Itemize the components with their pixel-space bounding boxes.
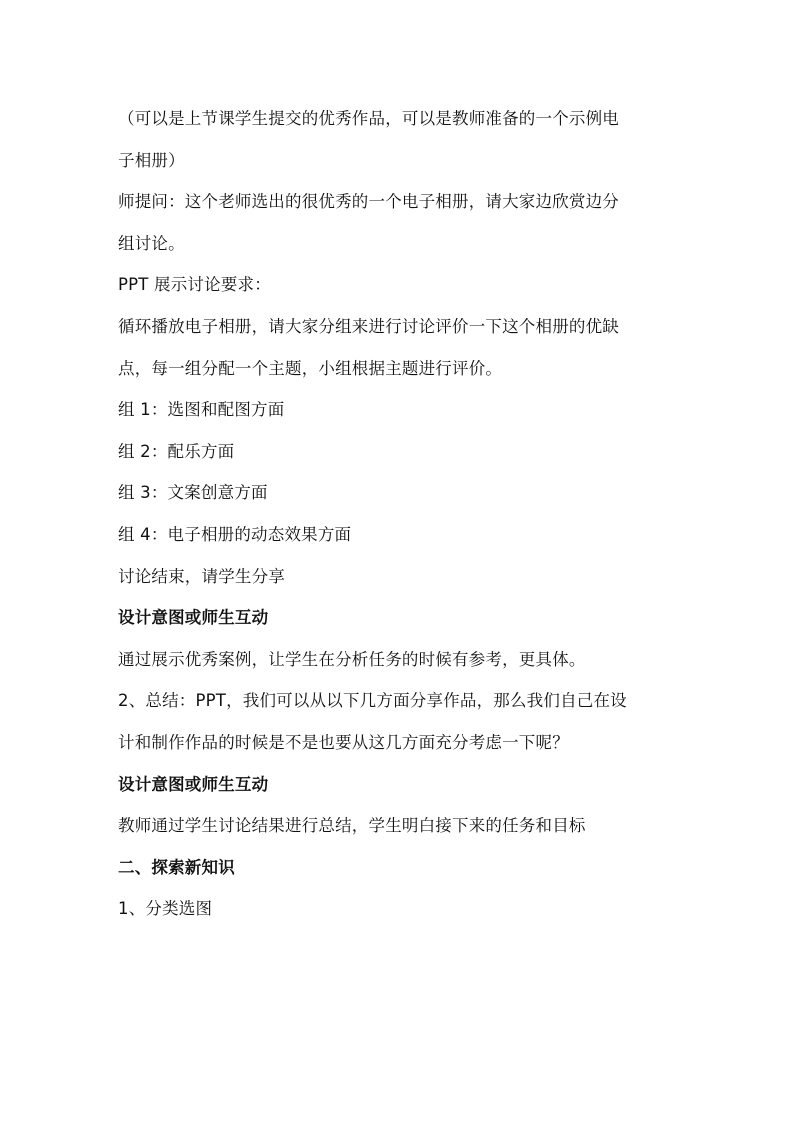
summary-line-2: 计和制作作品的时候是不是也要从这几方面充分考虑一下呢？ [118,732,569,752]
ppt-discussion-requirements: PPT 展示讨论要求： [118,275,271,295]
group-2-topic: 组 2：配乐方面 [118,441,235,461]
design-intent-text-1: 通过展示优秀案例，让学生在分析任务的时候有参考，更具体。 [118,649,586,669]
teacher-question-line-1: 师提问：这个老师选出的很优秀的一个电子相册，请大家边欣赏边分 [118,192,619,212]
paragraph-line-1: （可以是上节课学生提交的优秀作品，可以是教师准备的一个示例电 [118,109,619,128]
document-body [118,98,698,930]
paragraph-line-2: 子相册） [118,150,185,170]
summary-line-1: 2、总结：PPT，我们可以从以下几方面分享作品，那么我们自己在设 [118,691,627,711]
section-heading-design-intent-1: 设计意图或师生互动 [118,608,269,628]
teacher-question-line-2: 组讨论。 [118,233,185,253]
discussion-end-text: 讨论结束，请学生分享 [118,566,285,586]
group-1-topic: 组 1：选图和配图方面 [118,400,285,420]
section-heading-explore-new-knowledge: 二、探索新知识 [118,857,235,877]
discussion-instructions-line-1: 循环播放电子相册，请大家分组来进行讨论评价一下这个相册的优缺 [118,316,619,336]
group-3-topic: 组 3：文案创意方面 [118,483,268,503]
design-intent-text-2: 教师通过学生讨论结果进行总结，学生明白接下来的任务和目标 [118,816,586,836]
group-4-topic: 组 4：电子相册的动态效果方面 [118,524,352,544]
discussion-instructions-line-2: 点，每一组分配一个主题，小组根据主题进行评价。 [118,358,503,378]
classification-select-images: 1、分类选图 [118,899,213,919]
section-heading-design-intent-2: 设计意图或师生互动 [118,774,269,794]
